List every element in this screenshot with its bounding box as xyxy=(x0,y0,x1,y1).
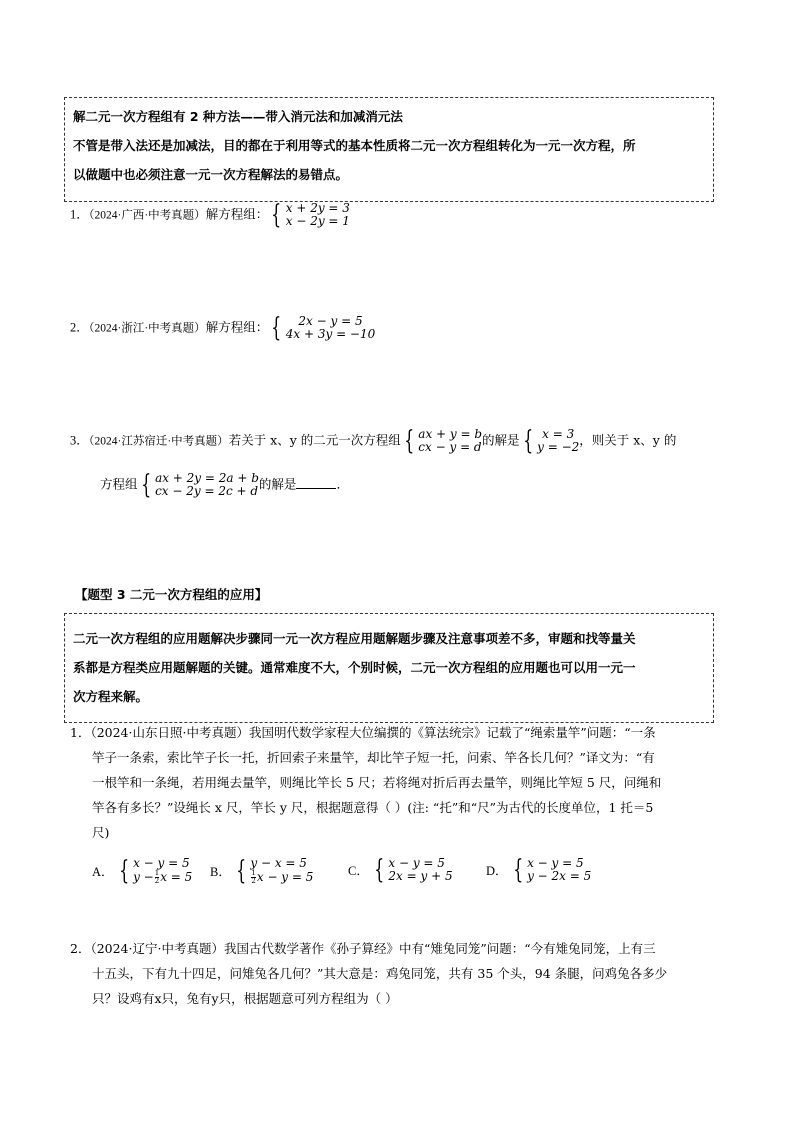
problem-line: 十五头，下有九十四足，问雉兔各几何？”其大意是：鸡兔同笼，共有 35 个头，94 条腿，问鸡兔各多少 xyxy=(92,966,668,981)
equation: y − 2x = 5 xyxy=(527,869,592,883)
equation-system: { y − x = 5 $\frac{1}{2}$ x − y = 5 xyxy=(236,856,314,886)
note-line: 不管是带入法还是加减法，目的都在于利用等式的基本性质将二元一次方程组转化为一元一次方程，所 xyxy=(73,138,636,153)
option-label: A． xyxy=(92,865,114,879)
equation-system: { x − y = 5 y − 2x = 5 xyxy=(512,855,592,885)
problem-line: 竿各有多长？”设绳长 x 尺，竿长 y 尺，根据题意得（ ）(注: “托”和“尺”为古代的长度单位，1 托＝5 xyxy=(92,800,654,815)
equation: x = 3 xyxy=(542,427,575,441)
option-label: D． xyxy=(486,864,508,878)
question-text: 的解是 xyxy=(258,476,297,492)
problem-1 xyxy=(70,720,730,845)
note-line: 以做题中也必须注意一元一次方程解法的易错点。 xyxy=(73,167,349,182)
question-text: 解方程组： xyxy=(205,206,269,222)
problem-line: 竿子一条索，索比竿子长一托，折回索子来量竿，却比竿子短一托，问索、竿各长几何？”译文为：“有 xyxy=(92,750,655,765)
equation-system: { 2x − y = 5 4x + 3y = −10 xyxy=(271,313,376,343)
equation-system: { x + 2y = 3 x − 2y = 1 xyxy=(271,200,350,230)
question-number: 3． xyxy=(70,433,89,448)
equation: cx − 2y = 2c + d xyxy=(155,484,259,498)
answer-blank[interactable] xyxy=(296,476,336,489)
equation-system: { ax + 2y = 2a + b cx − 2y = 2c + d xyxy=(140,470,259,500)
method-note-box xyxy=(64,97,714,202)
problem-2 xyxy=(70,936,730,1011)
equation: ax + 2y = 2a + b xyxy=(155,471,259,485)
question-text: 方程组 xyxy=(100,476,138,492)
equation: 2x − y = 5 xyxy=(298,314,363,328)
option-label: B． xyxy=(210,865,231,879)
equation: cx − y = d xyxy=(418,440,482,454)
question-text: ． xyxy=(336,476,349,492)
question-source: （2024·浙江·中考真题） xyxy=(88,322,206,335)
equation-system: { ax + y = b cx − y = d xyxy=(404,426,483,456)
question-1 xyxy=(70,202,350,228)
question-text: ，则关于 x、y 的 xyxy=(579,432,677,448)
question-text: 的解是 xyxy=(482,432,520,448)
question-text: 解方程组： xyxy=(205,319,269,335)
equation: y = −2 xyxy=(537,440,580,454)
option-b[interactable] xyxy=(210,857,313,885)
equation: x − y = 5 xyxy=(133,856,190,870)
problem-line: 一根竿和一条绳，若用绳去量竿，则绳比竿长 5 尺；若将绳对折后再去量竿，则绳比竿短 5 尺，问绳和 xyxy=(92,775,662,790)
question-number: 2． xyxy=(70,320,89,335)
option-label: C． xyxy=(348,864,369,878)
equation: y − x = 5 xyxy=(250,856,307,870)
question-3 xyxy=(70,428,676,454)
note-line: 解二元一次方程组有 2 种方法——带入消元法和加减消元法 xyxy=(73,109,403,124)
question-number: 1． xyxy=(70,207,89,222)
option-d[interactable] xyxy=(486,857,591,883)
question-source: （2024·广西·中考真题） xyxy=(88,209,206,222)
equation-system: { x − y = 5 y − $\frac{1}{2}$ x = 5 xyxy=(118,856,193,886)
question-2 xyxy=(70,315,375,341)
fraction: $\frac{1}{2}$ xyxy=(154,869,160,885)
problem-line: 1．（2024·山东日照·中考真题）我国明代数学家程大位编撰的《算法统宗》记载了“绳索量竿”问题：“一条 xyxy=(70,725,656,740)
equation: x − y = 5 xyxy=(388,856,445,870)
option-c[interactable] xyxy=(348,857,453,883)
fraction: $\frac{1}{2}$ xyxy=(251,869,256,885)
solution-system: { x = 3 y = −2 xyxy=(522,426,580,456)
note-line: 系都是方程类应用题解题的关键。通常难度不大，个别时候，二元一次方程组的应用题也可以用一元一 xyxy=(73,660,636,675)
equation: x − 2y = 1 xyxy=(285,214,350,228)
equation: ax + y = b xyxy=(418,427,483,441)
problem-line: 尺) xyxy=(92,825,110,840)
equation: 2x = y + 5 xyxy=(388,869,453,883)
question-3-line-2 xyxy=(100,472,349,498)
application-note-box xyxy=(64,613,714,723)
problem-line: 只？设鸡有x只，兔有y只，根据题意可列方程组为（ ） xyxy=(92,991,398,1006)
equation: 4x + 3y = −10 xyxy=(285,327,376,341)
section-heading: 【题型 3 二元一次方程组的应用】 xyxy=(75,587,268,602)
equation-system: { x − y = 5 2x = y + 5 xyxy=(374,855,453,885)
equation: y − $\frac{1}{2}$ x = 5 xyxy=(133,869,193,885)
equation: $\frac{1}{2}$ x − y = 5 xyxy=(251,869,314,885)
question-text: 若关于 x、y 的二元一次方程组 xyxy=(228,432,401,448)
equation: x + 2y = 3 xyxy=(285,201,350,215)
note-line: 次方程来解。 xyxy=(73,689,149,704)
question-source: （2024·江苏宿迁·中考真题） xyxy=(88,435,229,448)
problem-line: 2．（2024·辽宁·中考真题）我国古代数学著作《孙子算经》中有“雉兔同笼”问题：“今有雉兔同笼，上有三 xyxy=(70,941,656,956)
option-a[interactable] xyxy=(92,857,192,885)
note-line: 二元一次方程组的应用题解决步骤同一元一次方程应用题解题步骤及注意事项差不多，审题和找等量关 xyxy=(73,631,636,646)
equation: x − y = 5 xyxy=(527,856,584,870)
